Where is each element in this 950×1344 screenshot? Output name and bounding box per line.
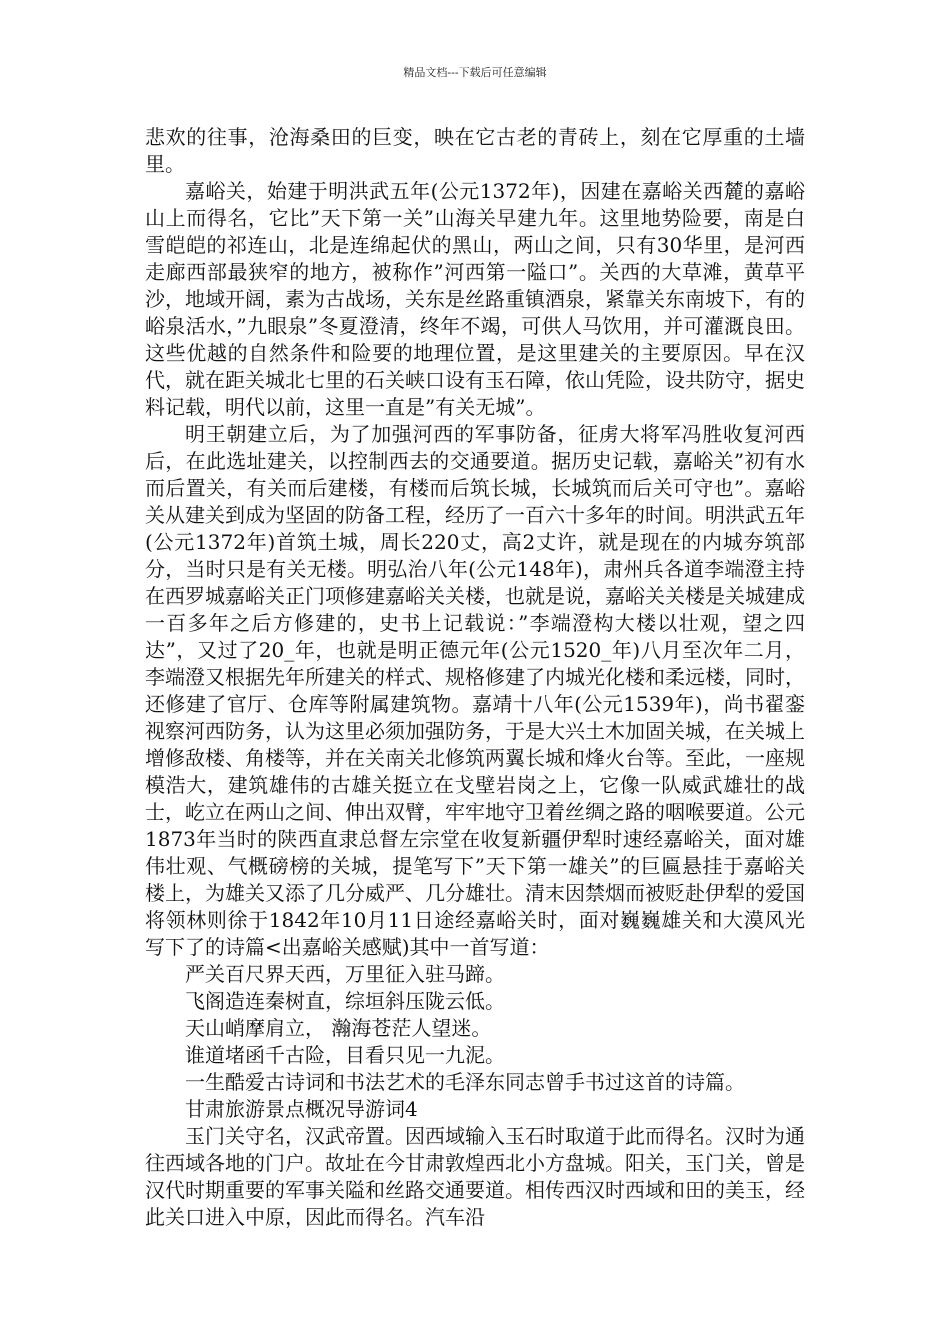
page-header: 精品文档---下载后可任意编辑 [403,66,547,79]
paragraph-jiayuguan-history: 明王朝建立后，为了加强河西的军事防备，征虏大将军冯胜收复河西后，在此选址建关，以控制西去的交通要道。据历史记载，嘉峪关”初有水而后置关，有关而后建楼，有楼而后筑长城，长城筑而后关可守也”。嘉峪关从建关到成为坚固的防备工程，经历了一百六十多年的时间。明洪武五年(公元1372年)首筑土城，周长220丈，高2丈许，就是现在的内城夯筑部分，当时只是有关无楼。明弘治八年(公元148年)，肃州兵各道李端澄主持在西罗城嘉峪关正门项修建嘉峪关关楼，也就是说，嘉峪关关楼是关城建成一百多年之后方修建的，史书上记载说：”李端澄构大楼以壮观，望之四达”，又过了20_年，也就是明正德元年(公元1520_年)八月至次年二月，李端澄又根据先年所建关的样式、规格修建了内城光化楼和柔远楼，同时，还修建了官厅、仓库等附属建筑物。嘉靖十八年(公元1539年)，尚书翟銮视察河西防务，认为这里必须加强防务，于是大兴土木加固关城，在关城上增修敌楼、角楼等，并在关南关北修筑两翼长城和烽火台等。至此，一座规模浩大，建筑雄伟的古雄关挺立在戈壁岩岗之上，它像一队威武雄壮的战士，屹立在两山之间、伸出双臂，牢牢地守卫着丝绸之路的咽喉要道。公元1873年当时的陕西直隶总督左宗堂在收复新疆伊犁时速经嘉峪关，面对雄伟壮观、气概磅榜的关城，提笔写下”天下第一雄关”的巨匾悬挂于嘉峪关楼上，为雄关又添了几分威严、几分雄壮。清末因禁烟而被贬赴伊犁的爱国将领林则徐于1842年10月11日途经嘉峪关时，面对巍巍雄关和大漠风光写下了的诗篇<出嘉峪关感赋)其中一首写道： [145,422,805,959]
poem-line: 谁道堵函千古险，目看只见一九泥。 [185,1043,505,1067]
paragraph-yumenguan: 玉门关守名，汉武帝置。因西域输入玉石时取道于此而得名。汉时为通往西域各地的门户。故址在今甘肃敦煌西北小方盘城。阳关，玉门关，曾是汉代时期重要的军事关隘和丝路交通要道。相传西汉时西域和田的美玉，经此关口进入中原，因此而得名。汽车沿 [145,1124,805,1229]
document-body [145,124,805,1231]
poem-line: 飞阁造连秦树直，综垣斜压陇云低。 [185,989,505,1013]
poem-line: 天山峭摩肩立， 瀚海苍茫人望迷。 [185,1016,492,1040]
section-heading: 甘肃旅游景点概况导游词4 [185,1097,418,1121]
paragraph-jiayuguan-intro: 嘉峪关，始建于明洪武五年(公元1372年)，因建在嘉峪关西麓的嘉峪山上而得名，它比”天下第一关”山海关早建九年。这里地势险要，南是白雪皑皑的祁连山，北是连绵起伏的黑山，两山之间，只有30华里，是河西走廊西部最狭窄的地方，被称作”河西第一隘口”。关西的大草滩，黄草平沙，地域开阔，素为古战场，关东是丝路重镇酒泉，紧靠关东南坡下，有的峪泉活水，”九眼泉”冬夏澄清，终年不竭，可供人马饮用，并可灌溉良田。这些优越的自然条件和险要的地理位置，是这里建关的主要原因。早在汉代，就在距关城北七里的石关峡口设有玉石障，依山凭险，设共防守，据史料记载，明代以前，这里一直是”有关无城”。 [145,179,805,419]
poem-line: 严关百尺界天西，万里征入驻马蹄。 [185,962,505,986]
paragraph-continuation: 悲欢的往事，沧海桑田的巨变，映在它古老的青砖上，刻在它厚重的土墙里。 [145,125,805,176]
paragraph-mao-note: 一生酷爱古诗词和书法艺术的毛泽东同志曾手书过这首的诗篇。 [185,1070,745,1094]
